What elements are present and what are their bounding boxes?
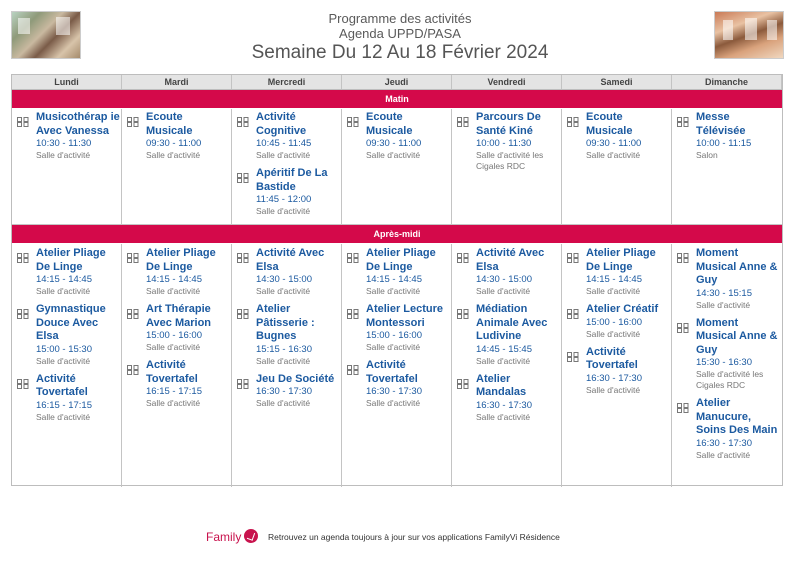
activity-room: Salle d'activité (476, 355, 531, 366)
week-title: Semaine Du 12 Au 18 Février 2024 (251, 42, 549, 63)
activity-icon (17, 114, 29, 124)
morning-cell-mardi (122, 111, 230, 167)
activity-room: Salle d'activité (256, 150, 311, 160)
activity-icon (237, 114, 249, 124)
afternoon-cell-samedi (562, 247, 670, 402)
activity-time: 14:15 - 14:45 (36, 274, 92, 285)
activity-entry[interactable] (122, 303, 230, 353)
activity-icon (127, 250, 139, 260)
activity-time: 10:30 - 11:30 (36, 138, 92, 149)
activity-icon (677, 250, 689, 260)
activity-time: 16:15 - 17:15 (146, 386, 202, 397)
activity-title: Moment Musical Anne & Guy (696, 316, 778, 356)
activity-time: 14:30 - 15:00 (256, 274, 312, 285)
day-header-jeudi: Jeudi (342, 75, 452, 89)
footer (0, 527, 800, 549)
activity-icon (347, 250, 359, 260)
morning-cell-dimanche (672, 111, 780, 167)
activity-title: Apéritif De La Bastide (256, 167, 328, 193)
morning-cell-lundi (12, 111, 120, 167)
activity-entry[interactable] (232, 373, 340, 410)
activity-icon (237, 250, 249, 260)
activity-time: 09:30 - 11:00 (146, 138, 202, 149)
activity-entry[interactable] (12, 247, 120, 297)
activity-room: Salle d'activité (696, 449, 751, 460)
activity-time: 14:15 - 14:45 (366, 274, 422, 285)
familyvi-logo: Family (206, 530, 242, 544)
activity-time: 16:30 - 17:30 (586, 372, 642, 384)
activity-title: Atelier Créatif (586, 303, 659, 315)
activity-entry[interactable] (452, 373, 560, 423)
activity-time: 15:00 - 16:00 (146, 330, 202, 341)
activity-title: Activité Cognitive (256, 111, 307, 137)
activity-icon (457, 306, 469, 316)
activity-time: 11:45 - 12:00 (256, 194, 312, 205)
activity-icon (237, 306, 249, 316)
activity-room: Salle d'activité (366, 398, 421, 408)
day-header-row (12, 75, 782, 90)
activity-entry[interactable] (232, 247, 340, 297)
activity-icon (457, 250, 469, 260)
activity-room: Salle d'activité les Cigales RDC (696, 369, 764, 390)
activity-time: 10:45 - 11:45 (256, 138, 312, 149)
activity-title: Activité Avec Elsa (476, 247, 545, 273)
morning-cell-jeudi (342, 111, 450, 167)
activity-time: 16:30 - 17:30 (696, 437, 752, 449)
activity-entry[interactable] (232, 303, 340, 367)
day-header-mardi: Mardi (122, 75, 232, 89)
activity-room: Salle d'activité (146, 398, 201, 408)
activity-title: Gymnastique Douce Avec Elsa (36, 303, 106, 342)
activity-title: Art Thérapie Avec Marion (146, 303, 212, 329)
activity-time: 14:15 - 14:45 (586, 274, 642, 285)
activity-title: Ecoute Musicale (146, 111, 193, 137)
activity-room: Salle d'activité les Cigales RDC (476, 150, 544, 171)
activity-title: Atelier Pliage De Linge (146, 247, 216, 273)
morning-cell-mercredi (232, 111, 340, 223)
section-band-afternoon: Après-midi (12, 225, 782, 243)
activity-title: Activité Tovertafel (366, 359, 418, 385)
activity-entry[interactable] (452, 303, 560, 367)
activity-icon (347, 114, 359, 124)
activity-time: 16:30 - 17:30 (366, 386, 422, 397)
activity-time: 10:00 - 11:30 (476, 138, 532, 149)
activity-icon (567, 114, 579, 124)
section-band-morning: Matin (12, 90, 782, 108)
activity-room: Salle d'activité (476, 286, 531, 296)
activity-room: Salle d'activité (36, 150, 91, 160)
morning-cell-samedi (562, 111, 670, 167)
activity-title: Atelier Pliage De Linge (586, 247, 656, 273)
activity-title: Activité Avec Elsa (256, 247, 325, 273)
activity-room: Salle d'activité (256, 206, 311, 216)
activity-time: 15:00 - 15:30 (36, 343, 92, 355)
activity-time: 09:30 - 11:00 (366, 138, 422, 149)
activity-room: Salle d'activité (586, 150, 641, 160)
activity-time: 14:30 - 15:15 (696, 287, 752, 299)
activity-icon (677, 320, 689, 330)
activity-icon (457, 114, 469, 124)
activity-entry[interactable] (122, 359, 230, 409)
activity-room: Salle d'activité (586, 328, 641, 339)
activity-room: Salle d'activité (476, 411, 531, 422)
activity-icon (237, 376, 249, 386)
activity-time: 15:00 - 16:00 (586, 316, 642, 328)
day-header-mercredi: Mercredi (232, 75, 342, 89)
activity-title: Atelier Mandalas (476, 372, 527, 398)
activity-entry[interactable] (562, 346, 670, 396)
activity-room: Salle d'activité (256, 355, 311, 366)
activity-title: Atelier Lecture Montessori (366, 303, 444, 329)
activity-icon (567, 306, 579, 316)
activity-entry[interactable] (342, 247, 450, 297)
activity-title: Jeu De Société (256, 372, 335, 385)
activity-entry[interactable] (672, 247, 780, 311)
activity-room: Salle d'activité (146, 150, 201, 160)
activity-icon (567, 349, 579, 359)
activity-entry[interactable] (122, 247, 230, 297)
activity-icon (17, 376, 29, 386)
activity-room: Salle d'activité (146, 342, 201, 352)
programme-title: Programme des activités (328, 11, 472, 26)
activity-entry[interactable] (562, 303, 670, 340)
activity-title: Atelier Pliage De Linge (36, 247, 106, 273)
activity-icon (567, 250, 579, 260)
afternoon-cell-vendredi (452, 247, 560, 429)
activity-icon (347, 362, 359, 372)
familyvi-logo-icon (244, 529, 258, 543)
activity-title: Messe Télévisée (696, 111, 746, 137)
footer-text: Retrouvez un agenda toujours à jour sur vos applications FamilyVi Résidence (268, 532, 560, 542)
activity-icon (127, 306, 139, 316)
afternoon-cell-mercredi (232, 247, 340, 415)
afternoon-cell-lundi (12, 247, 120, 429)
activity-time: 14:45 - 15:45 (476, 343, 532, 355)
activity-time: 15:15 - 16:30 (256, 343, 312, 355)
activity-room: Salle d'activité (586, 384, 641, 395)
activity-room: Salle d'activité (146, 286, 201, 296)
activity-room: Salle d'activité (256, 286, 311, 296)
weekly-schedule-grid (11, 74, 783, 486)
activity-icon (17, 306, 29, 316)
activity-room: Salle d'activité (36, 411, 91, 422)
day-header-dimanche: Dimanche (672, 75, 782, 89)
activity-title: Parcours De Santé Kiné (476, 111, 541, 137)
activity-time: 16:30 - 17:30 (476, 399, 532, 411)
agenda-name: Agenda UPPD/PASA (339, 26, 461, 41)
activity-icon (127, 114, 139, 124)
activity-entry[interactable] (672, 397, 780, 461)
activity-icon (127, 362, 139, 372)
day-header-samedi: Samedi (562, 75, 672, 89)
activity-title: Activité Tovertafel (36, 372, 88, 398)
activity-title: Médiation Animale Avec Ludivine (476, 303, 548, 342)
activity-title: Atelier Pliage De Linge (366, 247, 436, 273)
activity-icon (457, 376, 469, 386)
activity-time: 15:30 - 16:30 (696, 357, 752, 368)
activity-entry[interactable] (562, 247, 670, 297)
activity-entry[interactable] (232, 167, 340, 217)
activity-entry[interactable] (342, 303, 450, 353)
morning-cell-vendredi (452, 111, 560, 178)
activity-room: Salle d'activité (36, 286, 91, 296)
activity-icon (677, 400, 689, 410)
activity-entry[interactable] (342, 359, 450, 409)
activity-entry[interactable] (12, 373, 120, 423)
activity-entry[interactable] (452, 247, 560, 297)
activity-title: Activité Tovertafel (586, 345, 638, 371)
activity-icon (237, 170, 249, 180)
activity-room: Salle d'activité (366, 342, 421, 352)
activity-time: 14:30 - 15:00 (476, 274, 532, 285)
activity-time: 09:30 - 11:00 (586, 138, 642, 149)
activity-entry[interactable] (672, 111, 780, 161)
day-header-vendredi: Vendredi (452, 75, 562, 89)
activity-time: 15:00 - 16:00 (366, 330, 422, 341)
activity-entry[interactable] (232, 111, 340, 161)
afternoon-cell-jeudi (342, 247, 450, 415)
activity-time: 16:30 - 17:30 (256, 386, 312, 397)
activity-time: 10:00 - 11:15 (696, 138, 752, 149)
activity-title: Ecoute Musicale (586, 111, 633, 137)
afternoon-cell-dimanche (672, 247, 780, 467)
activity-entry[interactable] (12, 303, 120, 367)
activity-icon (677, 114, 689, 124)
activity-title: Activité Tovertafel (146, 359, 198, 385)
day-header-lundi: Lundi (12, 75, 122, 89)
activity-entry[interactable] (672, 317, 780, 392)
activity-icon (347, 306, 359, 316)
afternoon-cell-mardi (122, 247, 230, 415)
activity-entry[interactable] (342, 111, 450, 161)
activity-time: 16:15 - 17:15 (36, 399, 92, 411)
activity-title: Musicothérap ie Avec Vanessa (36, 111, 120, 137)
activity-room: Salle d'activité (36, 355, 91, 366)
activity-time: 14:15 - 14:45 (146, 274, 202, 285)
activity-entry[interactable] (12, 111, 120, 161)
activity-room: Salle d'activité (256, 398, 311, 408)
activity-title: Ecoute Musicale (366, 111, 413, 137)
activity-room: Salon (696, 150, 718, 160)
activity-room: Salle d'activité (586, 286, 641, 296)
activity-entry[interactable] (452, 111, 560, 172)
activity-title: Moment Musical Anne & Guy (696, 247, 778, 286)
activity-title: Atelier Pâtisserie : Bugnes (256, 303, 315, 342)
activity-entry[interactable] (562, 111, 670, 161)
activity-entry[interactable] (122, 111, 230, 161)
activity-room: Salle d'activité (366, 286, 421, 296)
activity-room: Salle d'activité (696, 299, 751, 310)
activity-room: Salle d'activité (366, 150, 421, 160)
activity-icon (17, 250, 29, 260)
activity-title: Atelier Manucure, Soins Des Main (696, 397, 778, 436)
